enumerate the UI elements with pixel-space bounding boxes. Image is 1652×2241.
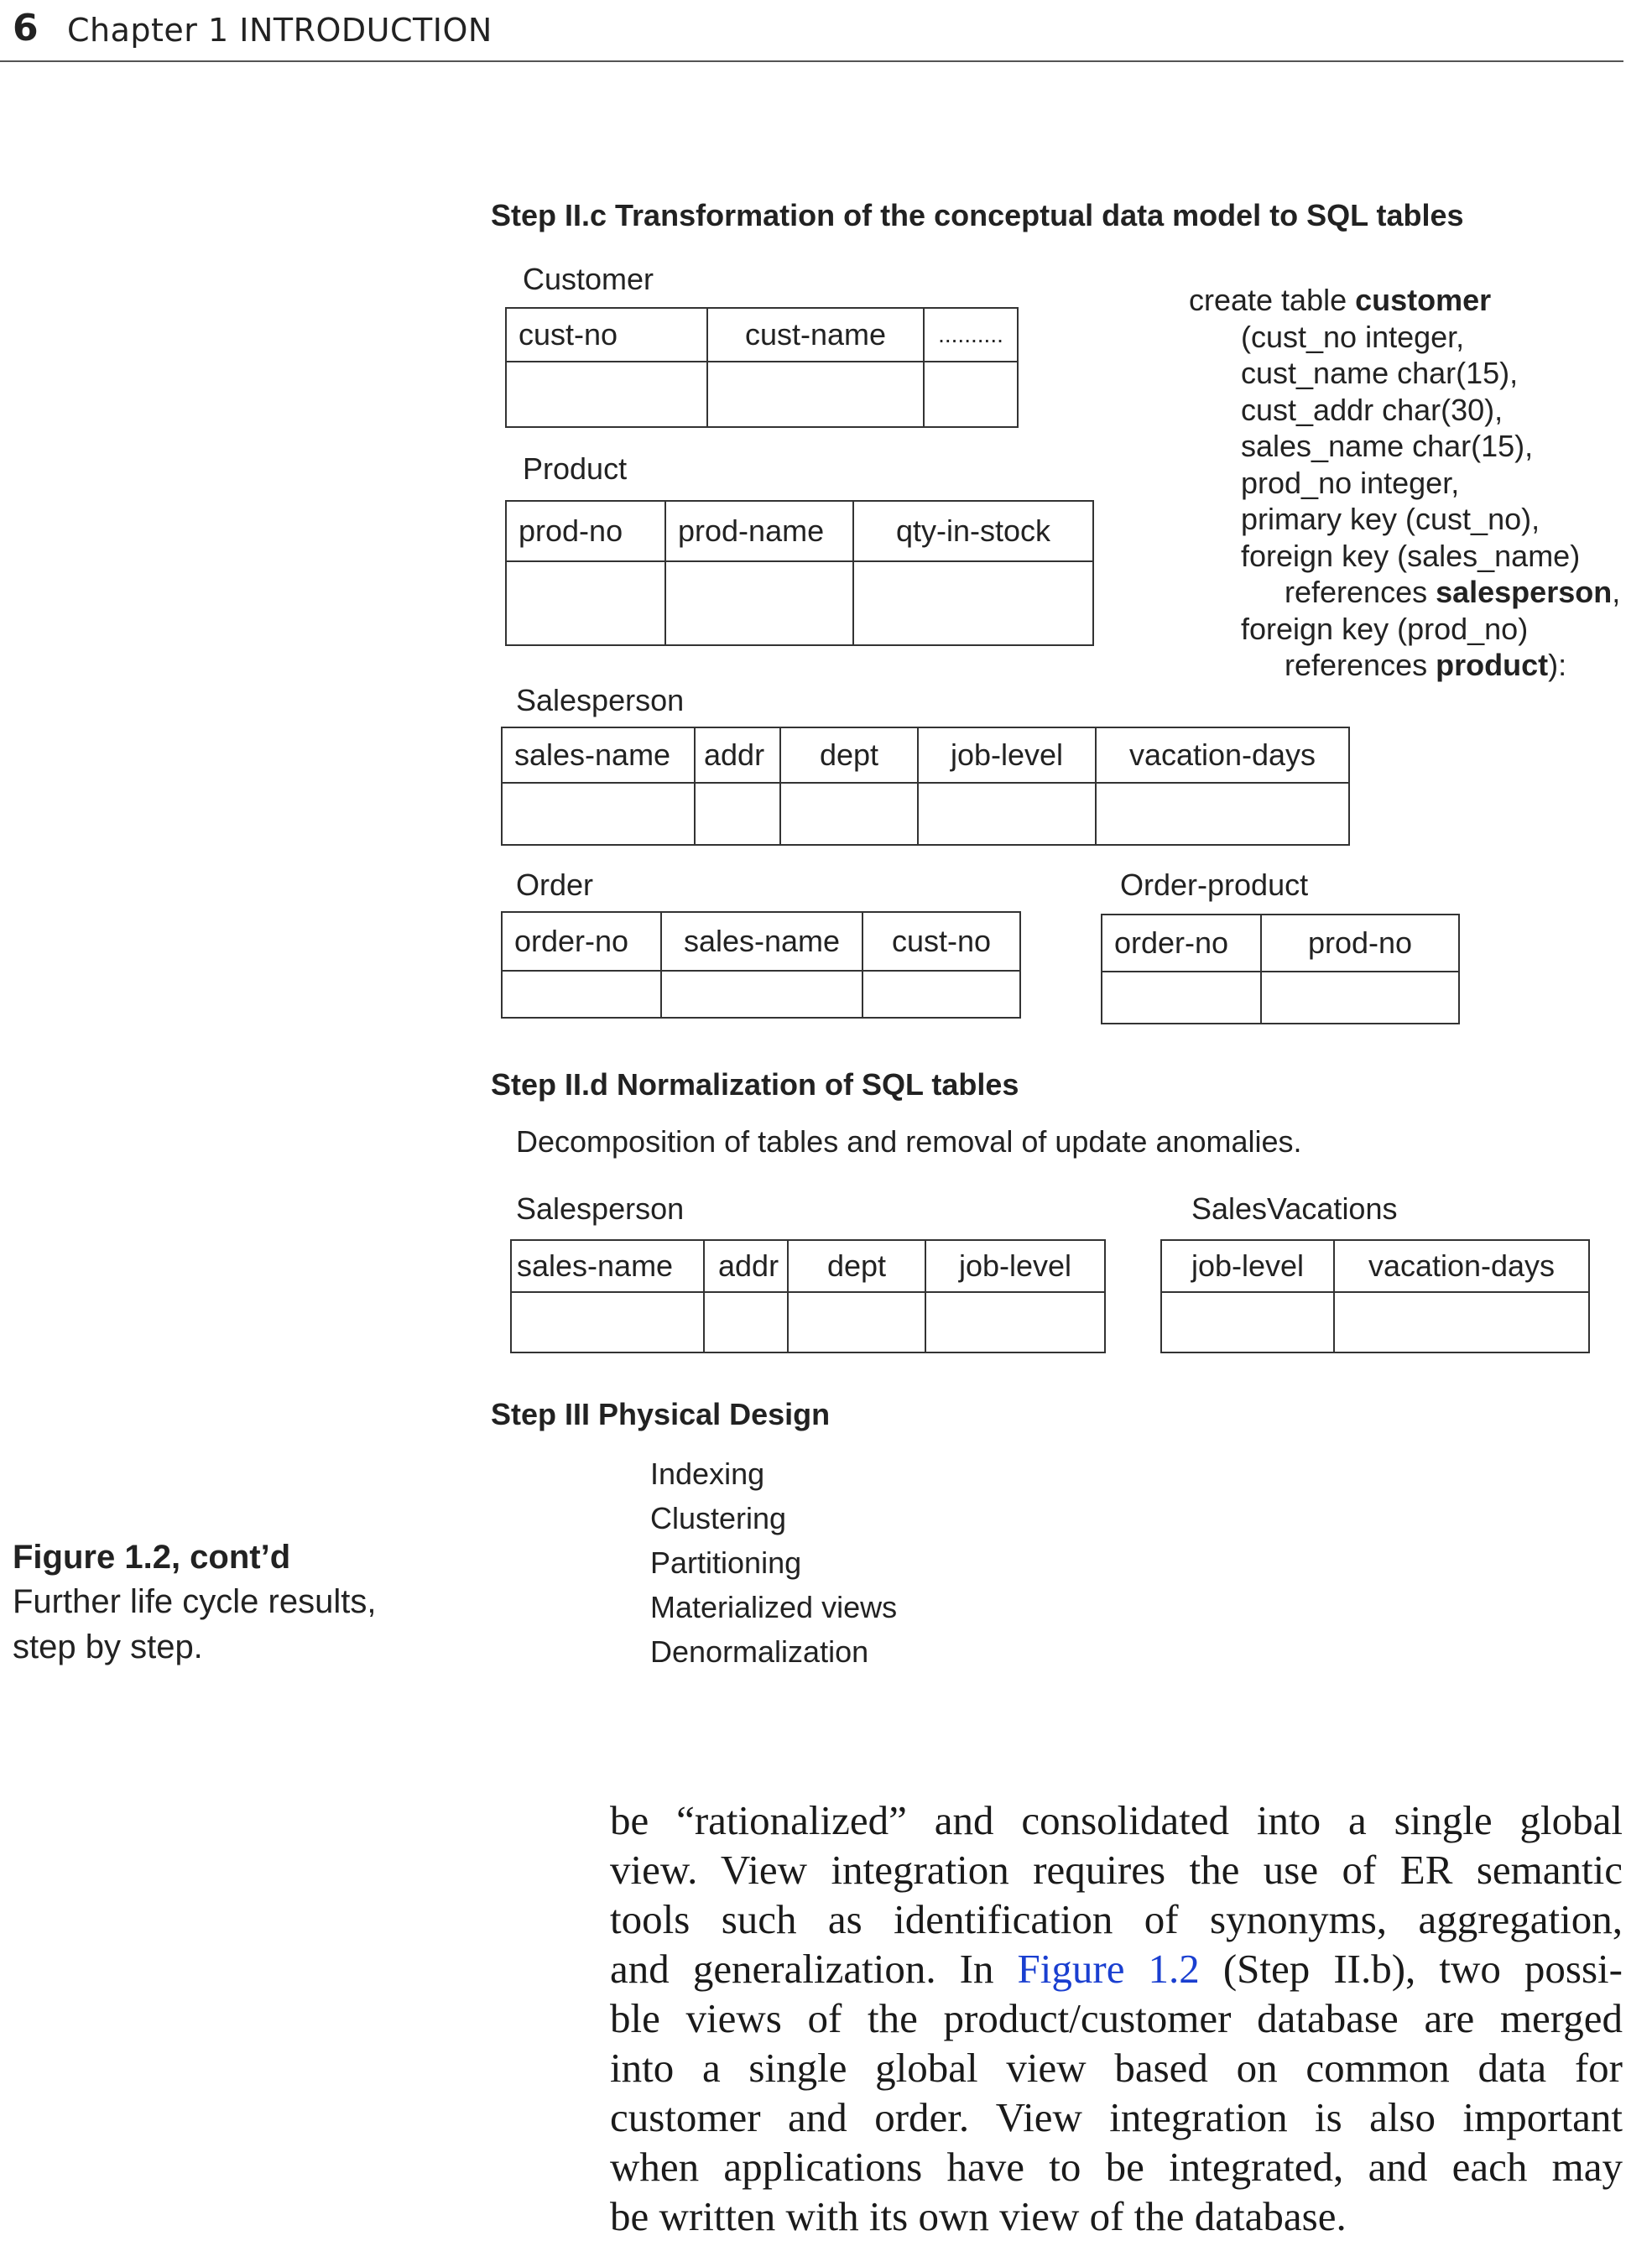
step-2d-subtitle: Decomposition of tables and removal of update anomalies. [516,1124,1302,1159]
customer-table [505,307,1019,428]
figure-caption [13,1535,376,1670]
body-text-fragment: and generalization. In [610,1946,1018,1992]
sql-text: ): [1548,648,1567,682]
sales-vacations-label: SalesVacations [1191,1191,1398,1226]
salesperson-col-dept: dept [780,727,918,783]
order-col-order-no: order-no [502,912,661,971]
product-col-prod-no: prod-no [506,501,665,561]
physical-design-list [650,1451,897,1674]
empty-cell [506,561,665,645]
sql-create-statement [1189,282,1620,684]
sql-ref-table: product [1436,648,1549,682]
sql-line: (cust_no integer, [1241,319,1465,354]
product-table-label: Product [523,451,628,486]
page-number: 6 [13,7,39,50]
normalized-salesperson-label: Salesperson [516,1191,685,1226]
sql-line: foreign key (prod_no) [1241,611,1529,646]
order-product-table [1101,914,1460,1024]
body-line: ble views of the product/customer database are merged [610,1995,1623,2041]
step-2c-title: Step II.c Transformation of the conceptual data model to SQL tables [491,198,1464,232]
body-paragraph [610,1795,1623,2241]
empty-cell [862,971,1020,1018]
list-item: Denormalization [650,1634,869,1669]
empty-cell [1102,972,1261,1024]
step-3-title: Step III Physical Design [491,1397,831,1431]
running-header: Chapter 1 INTRODUCTION [67,12,492,49]
empty-cell [1096,783,1349,845]
empty-cell [502,971,661,1018]
salesperson-col-job-level: job-level [918,727,1096,783]
empty-cell [780,783,918,845]
empty-cell [1334,1292,1589,1352]
sql-line: prod_no integer, [1241,465,1460,500]
sql-text: , [1612,575,1621,609]
norm-salesperson-col-job-level: job-level [925,1240,1105,1292]
sales-vacations-table [1160,1239,1590,1353]
customer-table-label: Customer [523,262,654,296]
body-line: be “rationalized” and consolidated into a single global [610,1797,1623,1843]
body-line: tools such as identification of synonyms, aggregation, [610,1896,1623,1942]
salesperson-col-addr: addr [695,727,780,783]
product-col-qty-in-stock: qty-in-stock [853,501,1093,561]
body-text-fragment: (Step II.b), two possi- [1199,1946,1623,1992]
list-item: Partitioning [650,1545,802,1580]
empty-cell [695,783,780,845]
empty-cell [704,1292,788,1352]
sales-vacations-col-job-level: job-level [1161,1240,1334,1292]
salesperson-table [501,727,1350,846]
empty-cell [665,561,853,645]
order-table-label: Order [516,868,594,902]
customer-col-cust-name: cust-name [707,308,924,362]
norm-salesperson-col-dept: dept [788,1240,925,1292]
sql-ref-table: salesperson [1436,575,1613,609]
product-table [505,500,1094,646]
sql-line: cust_addr char(30), [1241,392,1503,427]
list-item: Materialized views [650,1590,898,1624]
empty-cell [924,362,1018,427]
order-col-sales-name: sales-name [661,912,862,971]
empty-cell [925,1292,1105,1352]
figure-caption-line: step by step. [13,1629,203,1665]
figure-reference-link[interactable]: Figure 1.2 [1017,1946,1200,1992]
order-product-table-label: Order-product [1120,868,1309,902]
customer-col-ellipsis: .......... [924,308,1018,362]
header-rule [0,60,1623,62]
empty-cell [707,362,924,427]
list-item: Indexing [650,1457,765,1491]
salesperson-col-sales-name: sales-name [502,727,695,783]
order-col-cust-no: cust-no [862,912,1020,971]
order-product-col-order-no: order-no [1102,915,1261,972]
sql-table-name: customer [1355,283,1492,317]
empty-cell [506,362,707,427]
figure-caption-title: Figure 1.2, cont’d [13,1539,291,1576]
sql-line: cust_name char(15), [1241,356,1519,390]
body-line: when applications have to be integrated, and each may [610,2144,1623,2190]
empty-cell [788,1292,925,1352]
empty-cell [511,1292,704,1352]
list-item: Clustering [650,1501,787,1535]
normalized-salesperson-table [510,1239,1106,1353]
figure-caption-line: Further life cycle results, [13,1583,377,1620]
body-line: be written with its own view of the database. [610,2193,1347,2239]
empty-cell [502,783,695,845]
empty-cell [661,971,862,1018]
salesperson-table-label: Salesperson [516,683,685,717]
empty-cell [1161,1292,1334,1352]
empty-cell [918,783,1096,845]
body-line: into a single global view based on common data for [610,2045,1623,2091]
empty-cell [853,561,1093,645]
body-line: customer and order. View integration is also important [610,2094,1623,2140]
empty-cell [1261,972,1459,1024]
body-line-with-link [610,1944,1623,1993]
sql-text: references [1285,575,1436,609]
norm-salesperson-col-addr: addr [704,1240,788,1292]
sql-line: primary key (cust_no), [1241,502,1540,536]
sql-text: references [1285,648,1436,682]
sql-line: foreign key (sales_name) [1241,538,1581,573]
body-line: view. View integration requires the use of ER semantic [610,1847,1623,1893]
sql-line: sales_name char(15), [1241,429,1534,463]
salesperson-col-vacation-days: vacation-days [1096,727,1349,783]
sales-vacations-col-vacation-days: vacation-days [1334,1240,1589,1292]
sql-text: create table [1189,283,1356,317]
norm-salesperson-col-sales-name: sales-name [511,1240,704,1292]
product-col-prod-name: prod-name [665,501,853,561]
step-2d-title: Step II.d Normalization of SQL tables [491,1067,1019,1102]
order-product-col-prod-no: prod-no [1261,915,1459,972]
customer-col-cust-no: cust-no [506,308,707,362]
order-table [501,911,1021,1019]
